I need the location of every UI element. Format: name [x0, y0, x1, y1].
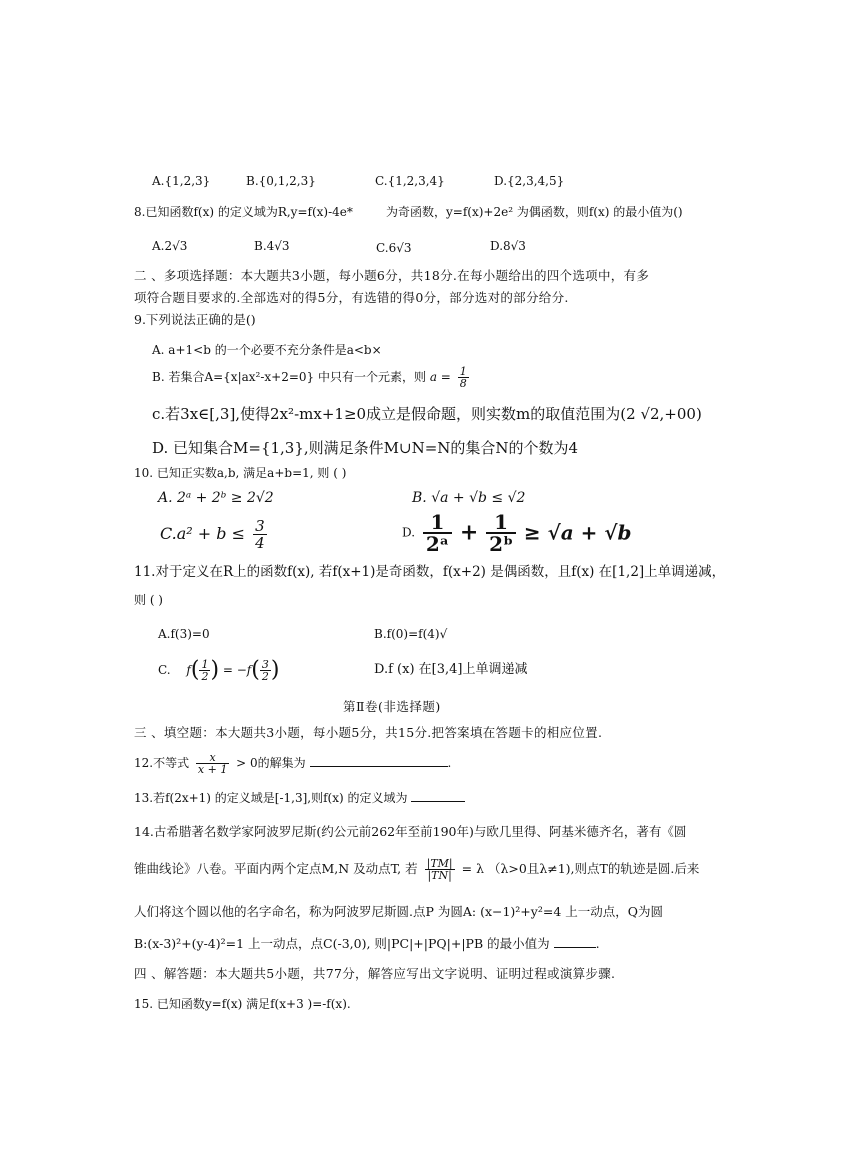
q11-option-b: B.f(0)=f(4)√	[374, 627, 448, 641]
q14-fraction	[425, 858, 455, 881]
q12: 12.不等式 $\frac{x}{x + 1}$ > 0的解集为 .	[134, 751, 452, 776]
q11-c-num1: 1	[201, 658, 209, 671]
q11-c-f1: f	[186, 663, 191, 677]
q14-line4	[134, 936, 600, 952]
q11-c-mid: = −f	[222, 663, 252, 677]
q10-d-num1: 1	[423, 512, 452, 534]
q14-line2-pre: 锥曲线论》八卷。平面内两个定点M,N 及动点T, 若	[134, 861, 418, 876]
q10-c-den: 4	[255, 534, 265, 552]
q11-option-c: C. f( $\frac{1}{2}$ ) = −f( $\frac{3}{2}$ )	[158, 657, 280, 683]
q9-option-d: D. 已知集合M={1,3},则满足条件M∪N=N的集合N的个数为4	[152, 439, 579, 457]
q11-c-den1: 2	[201, 670, 209, 683]
q9-option-a: A. a+1<b 的一个必要不充分条件是a<b×	[152, 343, 382, 357]
q11-c-frac1	[199, 659, 210, 682]
q12-fraction	[196, 752, 229, 775]
q12-post: > 0的解集为	[236, 756, 306, 770]
q11-c-num2: 3	[261, 658, 269, 671]
q9-frac-num: 1	[459, 365, 467, 378]
q10-c-num: 3	[255, 517, 265, 535]
q14-line4-text: B:(x-3)²+(y-4)²=1 上一动点，点C(-3,0), 则|PC|+|PQ|+|PB 的最小值为	[134, 936, 550, 951]
q8-option-d: D.8√3	[490, 239, 526, 253]
q8-stem-a: 8.已知函数f(x) 的定义域为R,y=f(x)-4e*	[134, 205, 353, 219]
q10-option-c-text: C.a² + b ≤	[160, 524, 246, 543]
q8-option-a: A.2√3	[152, 239, 188, 253]
q9-option-b-var: a =	[429, 370, 451, 384]
q10-stem: 10. 已知正实数a,b, 满足a+b=1, 则 ( )	[134, 466, 347, 480]
q10-option-d-label: D.	[402, 525, 416, 540]
q8-option-c: C.6√3	[376, 241, 412, 255]
q7-option-a: A.{1,2,3}	[152, 174, 211, 188]
q8-option-b: B.4√3	[254, 239, 290, 253]
q9-frac-den: 8	[459, 377, 467, 390]
q9-stem: 9.下列说法正确的是()	[134, 312, 256, 327]
section4-heading: 四 、解答题：本大题共5小题，共77分，解答应写出文字说明、证明过程或演算步骤.	[134, 966, 616, 981]
q10-option-c-fraction	[253, 518, 267, 551]
q7-option-b: B.{0,1,2,3}	[246, 174, 316, 188]
q12-answer-blank[interactable]	[310, 766, 448, 767]
q14-line2	[134, 854, 699, 884]
q10-d-fraction-2	[486, 509, 516, 556]
q10-d-den2: 2ᵇ	[489, 531, 514, 556]
q12-den: x + 1	[197, 763, 228, 776]
q11-c-frac2	[260, 659, 271, 682]
q9-option-b	[152, 366, 472, 389]
q7-option-d: D.{2,3,4,5}	[494, 174, 565, 188]
q14-line2-post: = λ （λ>0且λ≠1),则点T的轨迹是圆.后来	[461, 861, 700, 876]
q13	[134, 790, 465, 806]
section2-heading-line1: 二 、多项选择题：本大题共3小题，每小题6分，共18分.在每小题给出的四个选项中，有多	[134, 268, 650, 283]
q14-answer-blank[interactable]	[554, 947, 596, 948]
section3-heading: 三 、填空题：本大题共3小题，每小题5分，共15分.把答案填在答题卡的相应位置.	[134, 725, 603, 740]
q14-line1: 14.古希腊著名数学家阿波罗尼斯(约公元前262年至前190年)与欧几里得、阿基米德齐名，著有《圆	[134, 824, 687, 839]
q12-pre: 12.不等式	[134, 756, 190, 770]
q10-d-den1: 2ᵃ	[425, 531, 450, 556]
q11-c-den2: 2	[261, 670, 269, 683]
q9-option-b-fraction	[458, 366, 469, 389]
part2-title: 第Ⅱ卷(非选择题)	[343, 699, 441, 714]
q11-stem-line1: 11.对于定义在R上的函数f(x), 若f(x+1)是奇函数，f(x+2) 是偶函数，且f(x) 在[1,2]上单调递减，	[134, 564, 726, 580]
q8-stem-b: 为奇函数，y=f(x)+2e² 为偶函数，则f(x) 的最小值为()	[386, 205, 683, 219]
q9-option-b-text: B. 若集合A={x|ax²-x+2=0} 中只有一个元素，则	[152, 370, 426, 384]
q14-line3: 人们将这个圆以他的名字命名，称为阿波罗尼斯圆.点P 为圆A: (x−1)²+y²=4 上一动点，Q为圆	[134, 904, 664, 919]
q10-option-d-rest: ≥ √a + √b	[523, 520, 632, 545]
q7-option-c: C.{1,2,3,4}	[375, 174, 445, 188]
q11-option-a: A.f(3)=0	[158, 627, 210, 641]
q13-answer-blank[interactable]	[411, 801, 465, 802]
q10-option-d: D. $\frac{1}{\text{2ᵃ}}$ + $\frac{1}{\text{2ᵇ}}$ ≥ √a + √b	[402, 509, 632, 556]
q10-d-num2: 1	[486, 512, 516, 534]
q11-stem-line2: 则 ( )	[134, 593, 163, 607]
q14-line4-end: .	[595, 936, 600, 951]
q13-text: 13.若f(2x+1) 的定义域是[-1,3],则f(x) 的定义域为	[134, 791, 408, 805]
section2-heading-line2: 项符合题目要求的.全部选对的得5分，有选错的得0分，部分选对的部分给分.	[134, 290, 569, 305]
q14-frac-num: |TM|	[426, 857, 453, 870]
q10-option-b: B. √a + √b ≤ √2	[412, 490, 526, 506]
q12-num: x	[196, 752, 229, 764]
q11-option-c-label: C.	[158, 663, 171, 677]
q9-option-c: c.若3x∈[,3],使得2x²-mx+1≥0成立是假命题，则实数m的取值范围为(2 √2,+00)	[152, 405, 702, 423]
q14-frac-den: |TN|	[427, 869, 452, 882]
q10-option-c	[160, 514, 270, 554]
q10-d-fraction-1	[423, 509, 452, 556]
q15-stem: 15. 已知函数y=f(x) 满足f(x+3 )=-f(x).	[134, 997, 351, 1011]
q10-option-a: A. 2ᵃ + 2ᵇ ≥ 2√2	[158, 490, 274, 506]
q11-option-d: D.f (x) 在[3,4]上单调递减	[374, 662, 528, 677]
